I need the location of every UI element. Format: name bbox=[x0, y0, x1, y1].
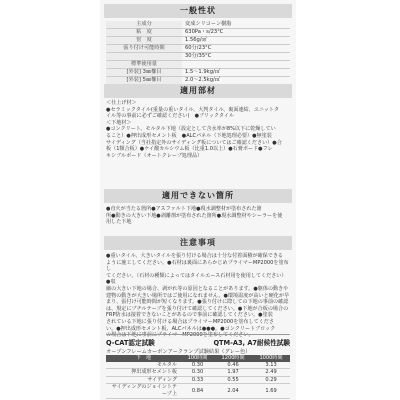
results-row bbox=[106, 369, 290, 377]
results-value: 2.49 bbox=[252, 369, 290, 377]
not-applicable-section-header: 適用できない箇所 bbox=[104, 189, 292, 203]
property-row bbox=[106, 37, 290, 45]
applicable-line: キシブルボード（オートクレーブ処理品） bbox=[106, 152, 203, 159]
property-row bbox=[106, 61, 290, 69]
applicable-line: サイディング（当社指定外のサイディング板についてはご確認ください）●合 bbox=[106, 139, 282, 146]
results-header-col3: 1000時間 bbox=[252, 355, 290, 362]
results-value: 0.30 bbox=[181, 369, 214, 377]
properties-table bbox=[106, 21, 290, 85]
qcat-subtitle: オープンフレームカーボンアークランプ試験結果（グレー色） bbox=[106, 349, 251, 355]
caution-line: 縮の大きい下地の場合、剥がれ等の原因となることがあります。●躯体の動きや bbox=[106, 285, 289, 292]
property-key bbox=[106, 53, 182, 61]
applicable-text bbox=[106, 100, 290, 159]
property-key: [外装] 3㎜櫛目 bbox=[106, 69, 182, 77]
applicable-line: ＜下地材＞ bbox=[106, 119, 132, 126]
not-applicable-text bbox=[106, 206, 290, 226]
results-header-col2: 1200時間 bbox=[214, 355, 252, 362]
caution-line: されている下地に張り付ける場合はプライマーMP2000を塗布してくださ bbox=[106, 318, 274, 325]
property-value: 630Pa・s/23°C bbox=[182, 29, 290, 37]
caution-line: まり、張付け可能時間が短くなります。●張り付けに際しての下地の事前の確認 bbox=[106, 299, 289, 306]
results-value: 0.30 bbox=[181, 362, 214, 369]
property-value: 1.56g/㎤ bbox=[182, 37, 290, 45]
qcat-title bbox=[106, 337, 290, 347]
cautions-section-header: 注意事項 bbox=[104, 236, 292, 250]
caution-line: い。●押出成形セメント板、ALCパネルは●●●。●コンクリートブロック bbox=[106, 325, 276, 332]
results-substrate: モルタル bbox=[106, 362, 181, 369]
property-key: 主成分 bbox=[106, 21, 182, 29]
not-applicable-line: ●直火が当たる箇所●アスファルト下地●現水調整材が塗布された箇 bbox=[106, 206, 262, 212]
not-applicable-line: 用した下地 bbox=[106, 219, 132, 226]
caution-line: FRP防水は接着できないことがあるので事前に確認してください。●塗装 bbox=[106, 312, 273, 319]
results-value: 0.33 bbox=[181, 376, 214, 384]
caution-line: ●重いタイル、大きいタイルを張り付ける場合は十分な付着面積が確保できる bbox=[106, 253, 284, 259]
property-key: 密 度 bbox=[106, 37, 182, 45]
property-value: 60分/23°C bbox=[182, 45, 290, 53]
property-value: 30分/35°C bbox=[182, 53, 290, 61]
not-applicable-line: 所●動きの大きい下地●剥離剤が塗布された箇所●現水調整材やシーラーを使 bbox=[106, 212, 283, 219]
results-value: 3.13 bbox=[252, 362, 290, 369]
property-row bbox=[106, 69, 290, 77]
results-row bbox=[106, 376, 290, 384]
results-row bbox=[106, 362, 290, 369]
applicable-line: ＜仕上げ材＞ bbox=[106, 100, 137, 106]
cautions-text bbox=[106, 253, 290, 339]
caution-line: ように施工してください。●石材は裏面にあらかじめプライマーMP2000を塗布し bbox=[106, 259, 289, 273]
results-header-col1: 100時間 bbox=[181, 355, 214, 362]
results-value: 0.84 bbox=[181, 384, 214, 398]
property-value: 1.5～1.9kg/㎡ bbox=[182, 69, 290, 77]
property-key: 粘 度 bbox=[106, 29, 182, 37]
results-value: 1.69 bbox=[252, 384, 290, 398]
property-value: 変成シリコーン樹脂 bbox=[182, 21, 290, 29]
results-header-substrate: 下 地 bbox=[106, 355, 181, 362]
results-value: 2.04 bbox=[214, 384, 252, 398]
property-key: [外装] 5㎜櫛目 bbox=[106, 77, 182, 85]
property-row bbox=[106, 21, 290, 29]
general-section-header: 一般性状 bbox=[104, 4, 292, 18]
applicable-line: ること）●押出成形セメント板 ●ALCパネル（下地処理必要）●無塗装 bbox=[106, 132, 272, 139]
qcat-title-right: QTM-A3, A7耐候性試験 bbox=[213, 339, 290, 347]
property-row bbox=[106, 45, 290, 53]
results-value: 1.97 bbox=[214, 369, 252, 377]
results-value: 0.55 bbox=[214, 376, 252, 384]
applicable-line: ●セラミックタイル(重量の重いタイル、大判タイル、裏面連結、ユニットタ bbox=[106, 106, 279, 113]
qcat-results-table bbox=[106, 355, 290, 399]
property-row bbox=[106, 29, 290, 37]
caution-line: てください。（石材の種類によってはタイルエース石材用を使用してください）●収 bbox=[106, 272, 287, 286]
property-value bbox=[182, 61, 290, 69]
property-row bbox=[106, 53, 290, 61]
results-value: 0.29 bbox=[252, 376, 290, 384]
property-value: 2.0～2.5kg/㎡ bbox=[182, 77, 290, 85]
caution-line: は、規定にブチルテープを張り付けて確認してください。●下地が合板の場合の bbox=[106, 305, 289, 312]
applicable-line: イル等の事前に必ずご確認ください) ●ブリックタイル bbox=[106, 113, 235, 120]
results-substrate: 押出成形セメント板 bbox=[106, 369, 181, 377]
property-key: 標準使用量 bbox=[106, 61, 182, 69]
results-substrate: サイディングのジョイントテープ上 bbox=[106, 384, 181, 398]
property-key: 張り付け可能時間 bbox=[106, 45, 182, 53]
caution-line: 建物の動きが大きい場所ではご使用になれません。●環境温度が高いと硬化が早 bbox=[106, 292, 290, 299]
applicable-section-header: 適用部材 bbox=[104, 84, 292, 98]
results-value: 0.46 bbox=[214, 362, 252, 369]
results-substrate: サイディング bbox=[106, 376, 181, 384]
caution-line: の場合は下地に事前にプライマーMP2000を塗布してください。 bbox=[106, 332, 254, 339]
qcat-title-left: Q-CAT認定試験 bbox=[106, 339, 155, 347]
results-row bbox=[106, 384, 290, 398]
applicable-line: ●コンクリート、モルタル下地（設定として含水率が8%以下に乾燥してい bbox=[106, 126, 276, 133]
divider bbox=[106, 334, 290, 335]
applicable-line: 板（1類合板）●ケイ酸カルシウム板（比重1.0以上）●石膏ボード●フレ bbox=[106, 146, 273, 153]
